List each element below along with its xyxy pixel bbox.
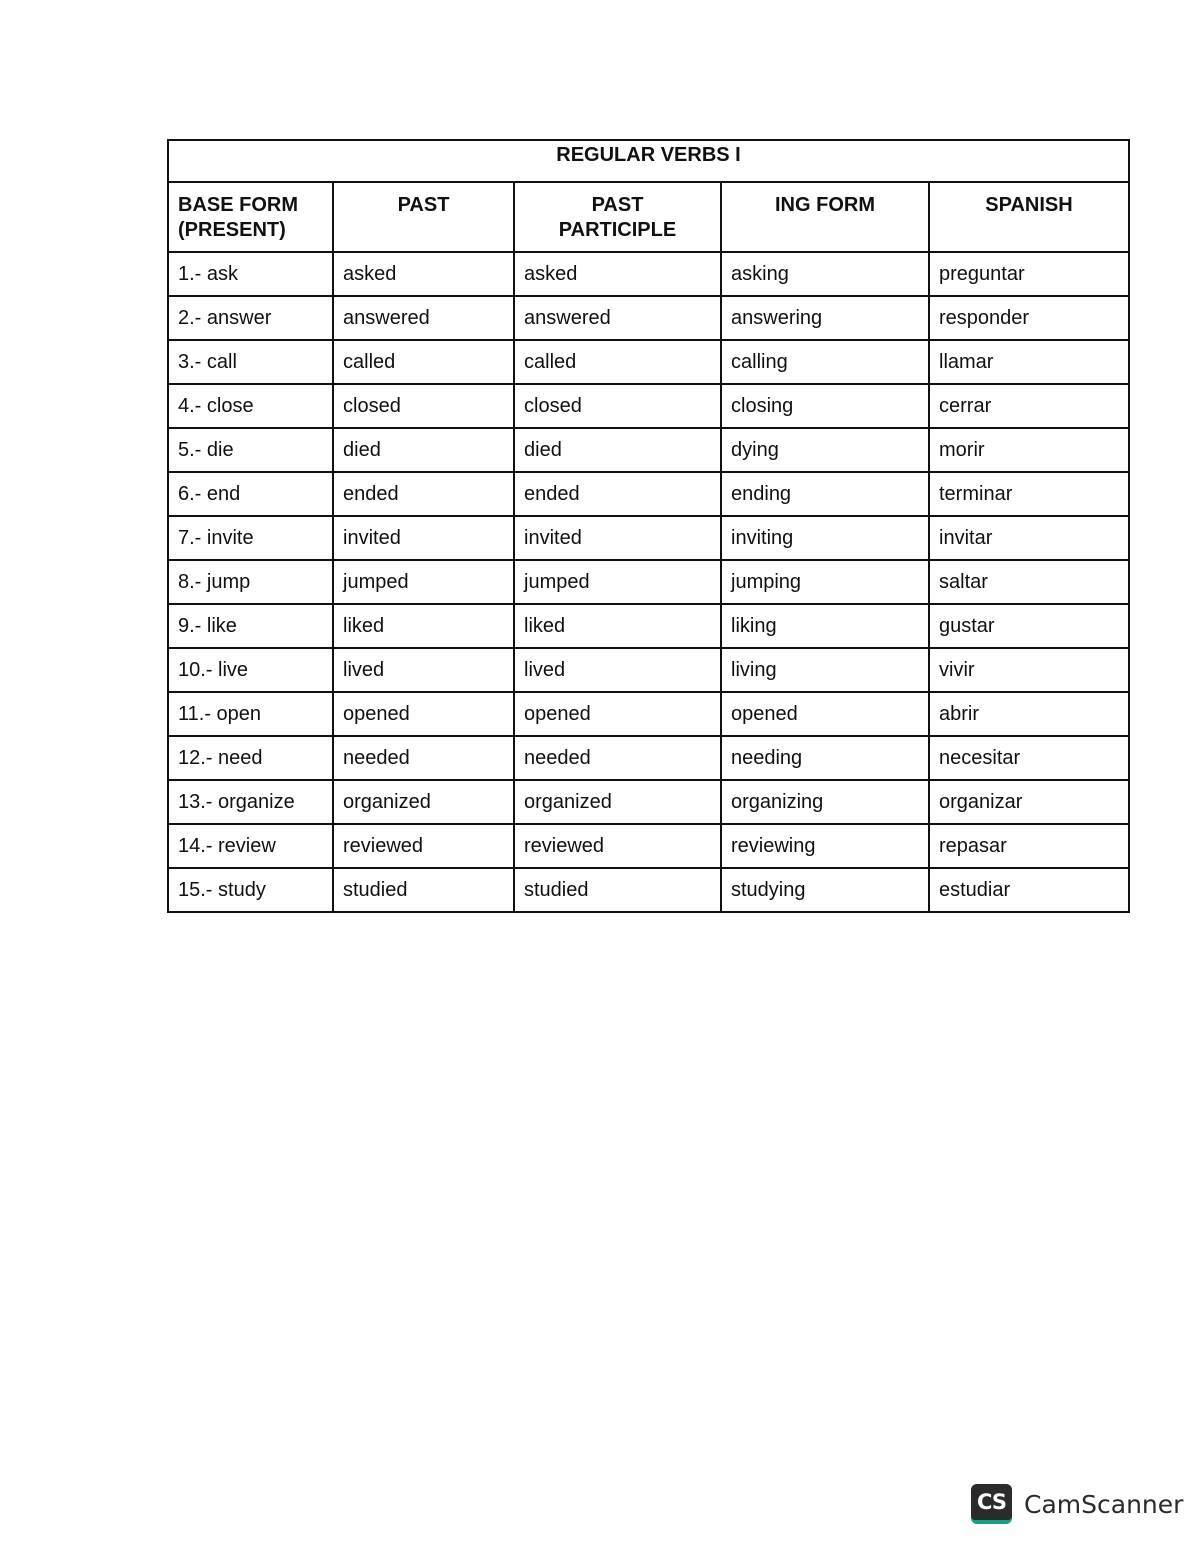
cell-ing-form: studying: [721, 868, 929, 912]
header-past-participle: [514, 182, 721, 252]
cell-past: called: [333, 340, 514, 384]
cell-ing-form: reviewing: [721, 824, 929, 868]
cell-ing-form: opened: [721, 692, 929, 736]
header-base-form-line2: (PRESENT): [178, 219, 286, 241]
cell-ing-form: inviting: [721, 516, 929, 560]
cell-past: liked: [333, 604, 514, 648]
cell-ing-form: answering: [721, 296, 929, 340]
cell-base-form: 10.- live: [168, 648, 333, 692]
cell-ing-form: calling: [721, 340, 929, 384]
cell-past-participle: opened: [514, 692, 721, 736]
cell-ing-form: dying: [721, 428, 929, 472]
cell-past: died: [333, 428, 514, 472]
table-row: [168, 604, 1129, 648]
cell-base-form: 12.- need: [168, 736, 333, 780]
verb-rows: [168, 252, 1129, 912]
cell-past: asked: [333, 252, 514, 296]
cell-spanish: necesitar: [929, 736, 1129, 780]
table-row: [168, 824, 1129, 868]
cell-base-form: 8.- jump: [168, 560, 333, 604]
cell-ing-form: organizing: [721, 780, 929, 824]
cell-ing-form: jumping: [721, 560, 929, 604]
header-spanish: SPANISH: [929, 182, 1129, 252]
cell-past: opened: [333, 692, 514, 736]
cell-base-form: 2.- answer: [168, 296, 333, 340]
cell-past-participle: liked: [514, 604, 721, 648]
cell-spanish: estudiar: [929, 868, 1129, 912]
cell-spanish: repasar: [929, 824, 1129, 868]
cell-past: studied: [333, 868, 514, 912]
header-base-form-line1: BASE FORM: [178, 194, 298, 216]
header-row: [168, 182, 1129, 252]
cell-base-form: 11.- open: [168, 692, 333, 736]
cell-spanish: gustar: [929, 604, 1129, 648]
table-row: [168, 736, 1129, 780]
cell-past: closed: [333, 384, 514, 428]
cell-base-form: 15.- study: [168, 868, 333, 912]
cell-past: needed: [333, 736, 514, 780]
cell-past: ended: [333, 472, 514, 516]
camscanner-wordmark: CamScanner: [1024, 1489, 1184, 1519]
cell-base-form: 3.- call: [168, 340, 333, 384]
table-row: [168, 340, 1129, 384]
cell-base-form: 7.- invite: [168, 516, 333, 560]
cell-spanish: invitar: [929, 516, 1129, 560]
cell-past-participle: asked: [514, 252, 721, 296]
header-ing-form: ING FORM: [721, 182, 929, 252]
table-row: [168, 472, 1129, 516]
table-row: [168, 428, 1129, 472]
camscanner-logo-icon: [971, 1484, 1012, 1524]
cell-base-form: 13.- organize: [168, 780, 333, 824]
regular-verbs-table: [167, 139, 1130, 913]
cell-spanish: responder: [929, 296, 1129, 340]
camscanner-watermark: [971, 1484, 1183, 1524]
table-row: [168, 296, 1129, 340]
cell-spanish: abrir: [929, 692, 1129, 736]
cell-spanish: llamar: [929, 340, 1129, 384]
cell-spanish: morir: [929, 428, 1129, 472]
header-past-participle-line1: PAST: [591, 194, 644, 216]
cell-past-participle: invited: [514, 516, 721, 560]
cell-past-participle: reviewed: [514, 824, 721, 868]
cell-spanish: saltar: [929, 560, 1129, 604]
cell-past: invited: [333, 516, 514, 560]
header-past-participle-line2: PARTICIPLE: [558, 219, 677, 241]
cell-spanish: preguntar: [929, 252, 1129, 296]
cell-past-participle: called: [514, 340, 721, 384]
cell-ing-form: ending: [721, 472, 929, 516]
table-row: [168, 560, 1129, 604]
cell-base-form: 5.- die: [168, 428, 333, 472]
cell-spanish: cerrar: [929, 384, 1129, 428]
cell-past-participle: died: [514, 428, 721, 472]
cell-past: organized: [333, 780, 514, 824]
table-row: [168, 384, 1129, 428]
cell-past-participle: jumped: [514, 560, 721, 604]
cell-past-participle: answered: [514, 296, 721, 340]
cell-past: reviewed: [333, 824, 514, 868]
cell-past-participle: closed: [514, 384, 721, 428]
cell-ing-form: needing: [721, 736, 929, 780]
header-past: PAST: [333, 182, 514, 252]
title-row: [168, 140, 1129, 182]
table-row: [168, 868, 1129, 912]
cell-past-participle: organized: [514, 780, 721, 824]
cell-past-participle: ended: [514, 472, 721, 516]
cell-base-form: 14.- review: [168, 824, 333, 868]
cell-past: lived: [333, 648, 514, 692]
cell-past: answered: [333, 296, 514, 340]
table-row: [168, 252, 1129, 296]
cell-past-participle: studied: [514, 868, 721, 912]
cell-base-form: 6.- end: [168, 472, 333, 516]
cell-spanish: terminar: [929, 472, 1129, 516]
cell-spanish: vivir: [929, 648, 1129, 692]
table-title: REGULAR VERBS I: [168, 140, 1129, 182]
cell-ing-form: closing: [721, 384, 929, 428]
table-row: [168, 780, 1129, 824]
header-base-form: [168, 182, 333, 252]
cell-ing-form: living: [721, 648, 929, 692]
table-row: [168, 692, 1129, 736]
cell-spanish: organizar: [929, 780, 1129, 824]
camscanner-badge-text: CS: [971, 1484, 1012, 1520]
cell-base-form: 9.- like: [168, 604, 333, 648]
table-row: [168, 648, 1129, 692]
table-row: [168, 516, 1129, 560]
cell-past-participle: lived: [514, 648, 721, 692]
cell-base-form: 4.- close: [168, 384, 333, 428]
cell-base-form: 1.- ask: [168, 252, 333, 296]
cell-past-participle: needed: [514, 736, 721, 780]
cell-past: jumped: [333, 560, 514, 604]
cell-ing-form: liking: [721, 604, 929, 648]
cell-ing-form: asking: [721, 252, 929, 296]
